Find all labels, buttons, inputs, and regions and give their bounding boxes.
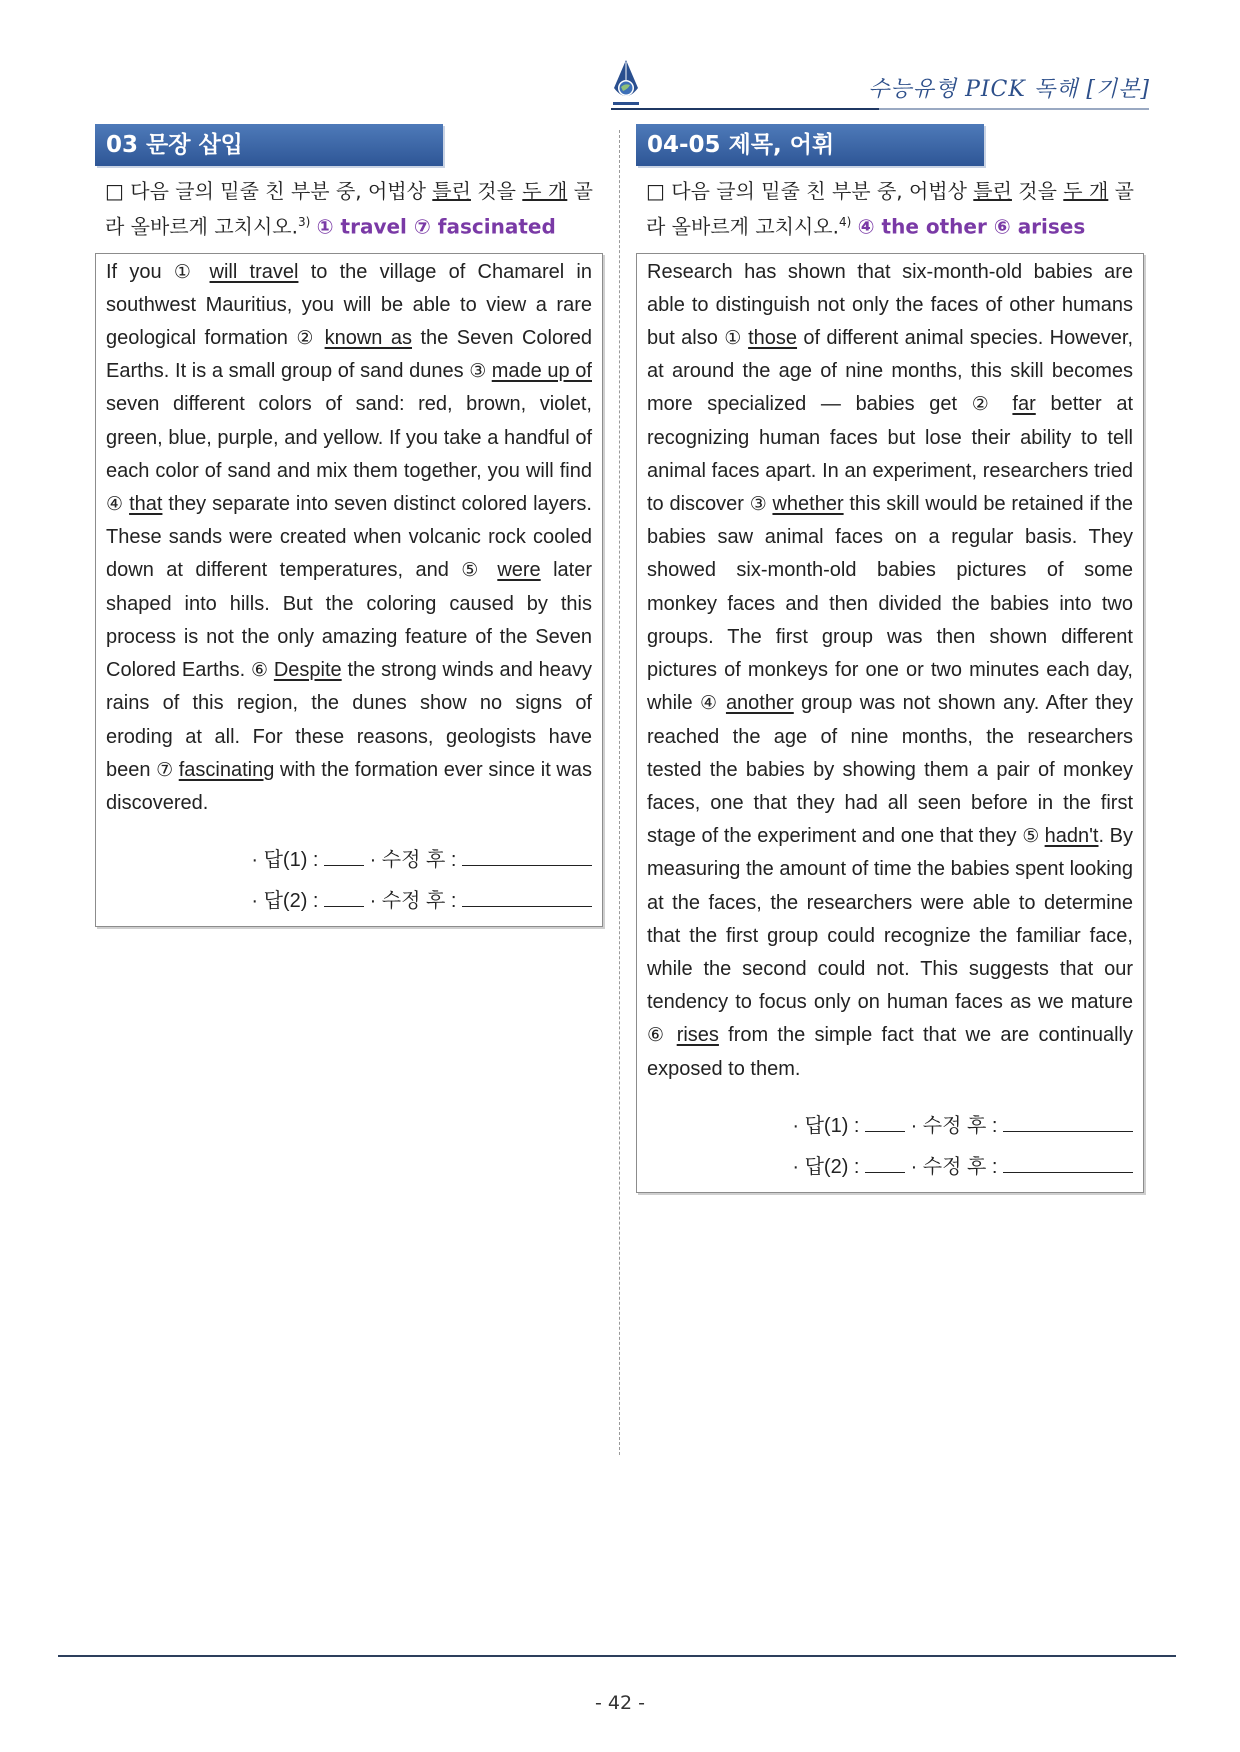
footer-rule — [58, 1655, 1176, 1657]
blank-answer[interactable] — [324, 888, 364, 907]
question-underline-wrong: 틀린 — [973, 179, 1012, 203]
passage-segment: Research has shown that six-month-old babies are able to distinguish not only the faces of other humans but also — [647, 260, 1133, 350]
question-text-part2: 것을 — [470, 179, 523, 203]
blank-answer[interactable] — [865, 1154, 905, 1173]
blank-correction[interactable] — [1003, 1113, 1133, 1132]
underlined-phrase: another — [725, 692, 794, 715]
passage-text — [106, 256, 592, 820]
circled-number: ② — [971, 394, 1013, 416]
column-divider — [619, 130, 620, 1455]
underlined-phrase: whether — [772, 493, 844, 516]
passage-segment: of different animal species. However, at around the age of nine months, this skill becomes more specialized — babies get — [647, 327, 1134, 416]
right-column — [636, 124, 1144, 1193]
answer-line-1: · 답(1) : · 수정 후 : — [647, 1106, 1133, 1147]
circled-number: ⑤ — [461, 560, 498, 582]
blank-answer[interactable] — [324, 847, 364, 866]
passage-segment: this skill would be retained if the babies saw animal faces on a regular basis. They showed six-month-old babies pictures of some monkey faces and then divided the babies into two groups. The first group was then shown different pictures of monkeys for one or two minutes each day, while — [647, 493, 1134, 715]
circled-number: ② — [296, 328, 325, 350]
question-text-part1: 다음 글의 밑줄 친 부분 중, 어법상 — [671, 179, 974, 203]
underlined-phrase: will travel — [209, 260, 299, 283]
passage-box-03 — [95, 253, 603, 927]
section-title-04-05: 04-05 제목, 어휘 — [636, 124, 984, 166]
passage-segment: later shaped into hills. But the coloring caused by this process is not the only amazing feature of the Seven Colored Earths. — [106, 559, 592, 682]
circled-number: ① — [724, 328, 749, 350]
circled-number: ⑥ — [251, 660, 274, 682]
passage-segment: the strong winds and heavy rains of this region, the dunes show no signs of eroding at all. For these reasons, geologists have been — [106, 659, 592, 781]
circled-number: ⑤ — [1022, 826, 1045, 848]
question-underline-wrong: 틀린 — [432, 179, 471, 203]
underlined-phrase: rises — [676, 1024, 719, 1047]
underlined-phrase: hadn't — [1044, 825, 1099, 848]
answer-line-2: · 답(2) : · 수정 후 : — [106, 881, 592, 922]
header-rule-light — [879, 108, 1149, 110]
underlined-phrase: those — [748, 327, 798, 350]
question-underline-two: 두 개 — [522, 179, 568, 203]
footnote-marker: 3) — [297, 215, 311, 229]
question-04-05 — [636, 176, 1144, 243]
passage-segment: If you — [106, 260, 174, 283]
question-underline-two: 두 개 — [1063, 179, 1109, 203]
circled-number: ⑥ — [647, 1025, 677, 1047]
answer-lines — [106, 840, 592, 922]
left-column — [95, 124, 603, 927]
answer-line-2: · 답(2) : · 수정 후 : — [647, 1147, 1133, 1188]
checkbox-square: □ — [105, 179, 124, 203]
footnote-marker: 4) — [838, 215, 852, 229]
circled-number: ④ — [699, 693, 726, 715]
question-text-part2: 것을 — [1011, 179, 1064, 203]
passage-text — [647, 256, 1133, 1086]
question-text-part3: 골라 올바르게 고치시오. — [105, 179, 593, 239]
passage-segment: the Seven Colored Earths. It is a small group of sand dunes — [106, 327, 592, 383]
answer-line-1: · 답(1) : · 수정 후 : — [106, 840, 592, 881]
passage-segment: seven different colors of sand: red, brown, violet, green, blue, purple, and yellow. If you take a handful of each color of sand and mix them together, you will find — [106, 393, 592, 482]
circled-number: ③ — [749, 494, 773, 516]
underlined-phrase: made up of — [491, 360, 592, 383]
blank-correction[interactable] — [462, 847, 592, 866]
passage-segment: with the formation ever since it was discovered. — [106, 758, 592, 814]
passage-box-04-05 — [636, 253, 1144, 1193]
question-03 — [95, 176, 603, 243]
circled-number: ① — [173, 261, 210, 283]
underlined-phrase: Despite — [273, 659, 342, 682]
circled-number: ⑦ — [156, 759, 179, 781]
underlined-phrase: were — [497, 559, 541, 582]
passage-segment: group was not shown any. After they reached the age of nine months, the researchers tested the babies by showing them a pair of monkey faces, one that they had all seen before in the first stage of the experiment and one that they — [647, 692, 1134, 848]
question-text-part3: 골라 올바르게 고치시오. — [646, 179, 1134, 239]
passage-segment: to the village of Chamarel in southwest Mauritius, you will be able to view a rare geological formation — [106, 260, 593, 350]
passage-segment: they separate into seven distinct colored layers. These sands were created when volcanic rock cooled down at different temperatures, and — [106, 493, 592, 582]
underlined-phrase: far — [1012, 393, 1036, 416]
question-text-part1: 다음 글의 밑줄 친 부분 중, 어법상 — [130, 179, 433, 203]
underlined-phrase: fascinating — [178, 758, 275, 781]
circled-number: ③ — [469, 361, 492, 383]
header-rule-dark — [611, 108, 879, 110]
answer-key: ① travel ⑦ fascinated — [316, 214, 556, 239]
underlined-phrase: that — [129, 493, 163, 516]
passage-segment: . By measuring the amount of time the babies spent looking at the faces, the researchers were able to determine that the first group could recognize the familiar face, while the second could not. This suggests that our tendency to focus only on human faces as we mature — [647, 825, 1134, 1014]
underlined-phrase: known as — [324, 327, 412, 350]
blank-answer[interactable] — [865, 1113, 905, 1132]
answer-lines — [647, 1106, 1133, 1188]
checkbox-square: □ — [646, 179, 665, 203]
passage-segment: better at recognizing human faces but lose their ability to tell animal faces apart. In an experiment, researchers tried to discover — [647, 393, 1134, 516]
page-number: - 42 - — [595, 1692, 645, 1714]
blank-correction[interactable] — [1003, 1154, 1133, 1173]
header-brand: 수능유형 PICK 독해 [기본] — [868, 77, 1150, 102]
pen-nib-globe-icon — [611, 58, 641, 108]
circled-number: ④ — [106, 494, 130, 516]
passage-segment: from the simple fact that we are continually exposed to them. — [647, 1024, 1134, 1080]
section-title-03: 03 문장 삽입 — [95, 124, 443, 166]
blank-correction[interactable] — [462, 888, 592, 907]
answer-key: ④ the other ⑥ arises — [857, 214, 1086, 239]
